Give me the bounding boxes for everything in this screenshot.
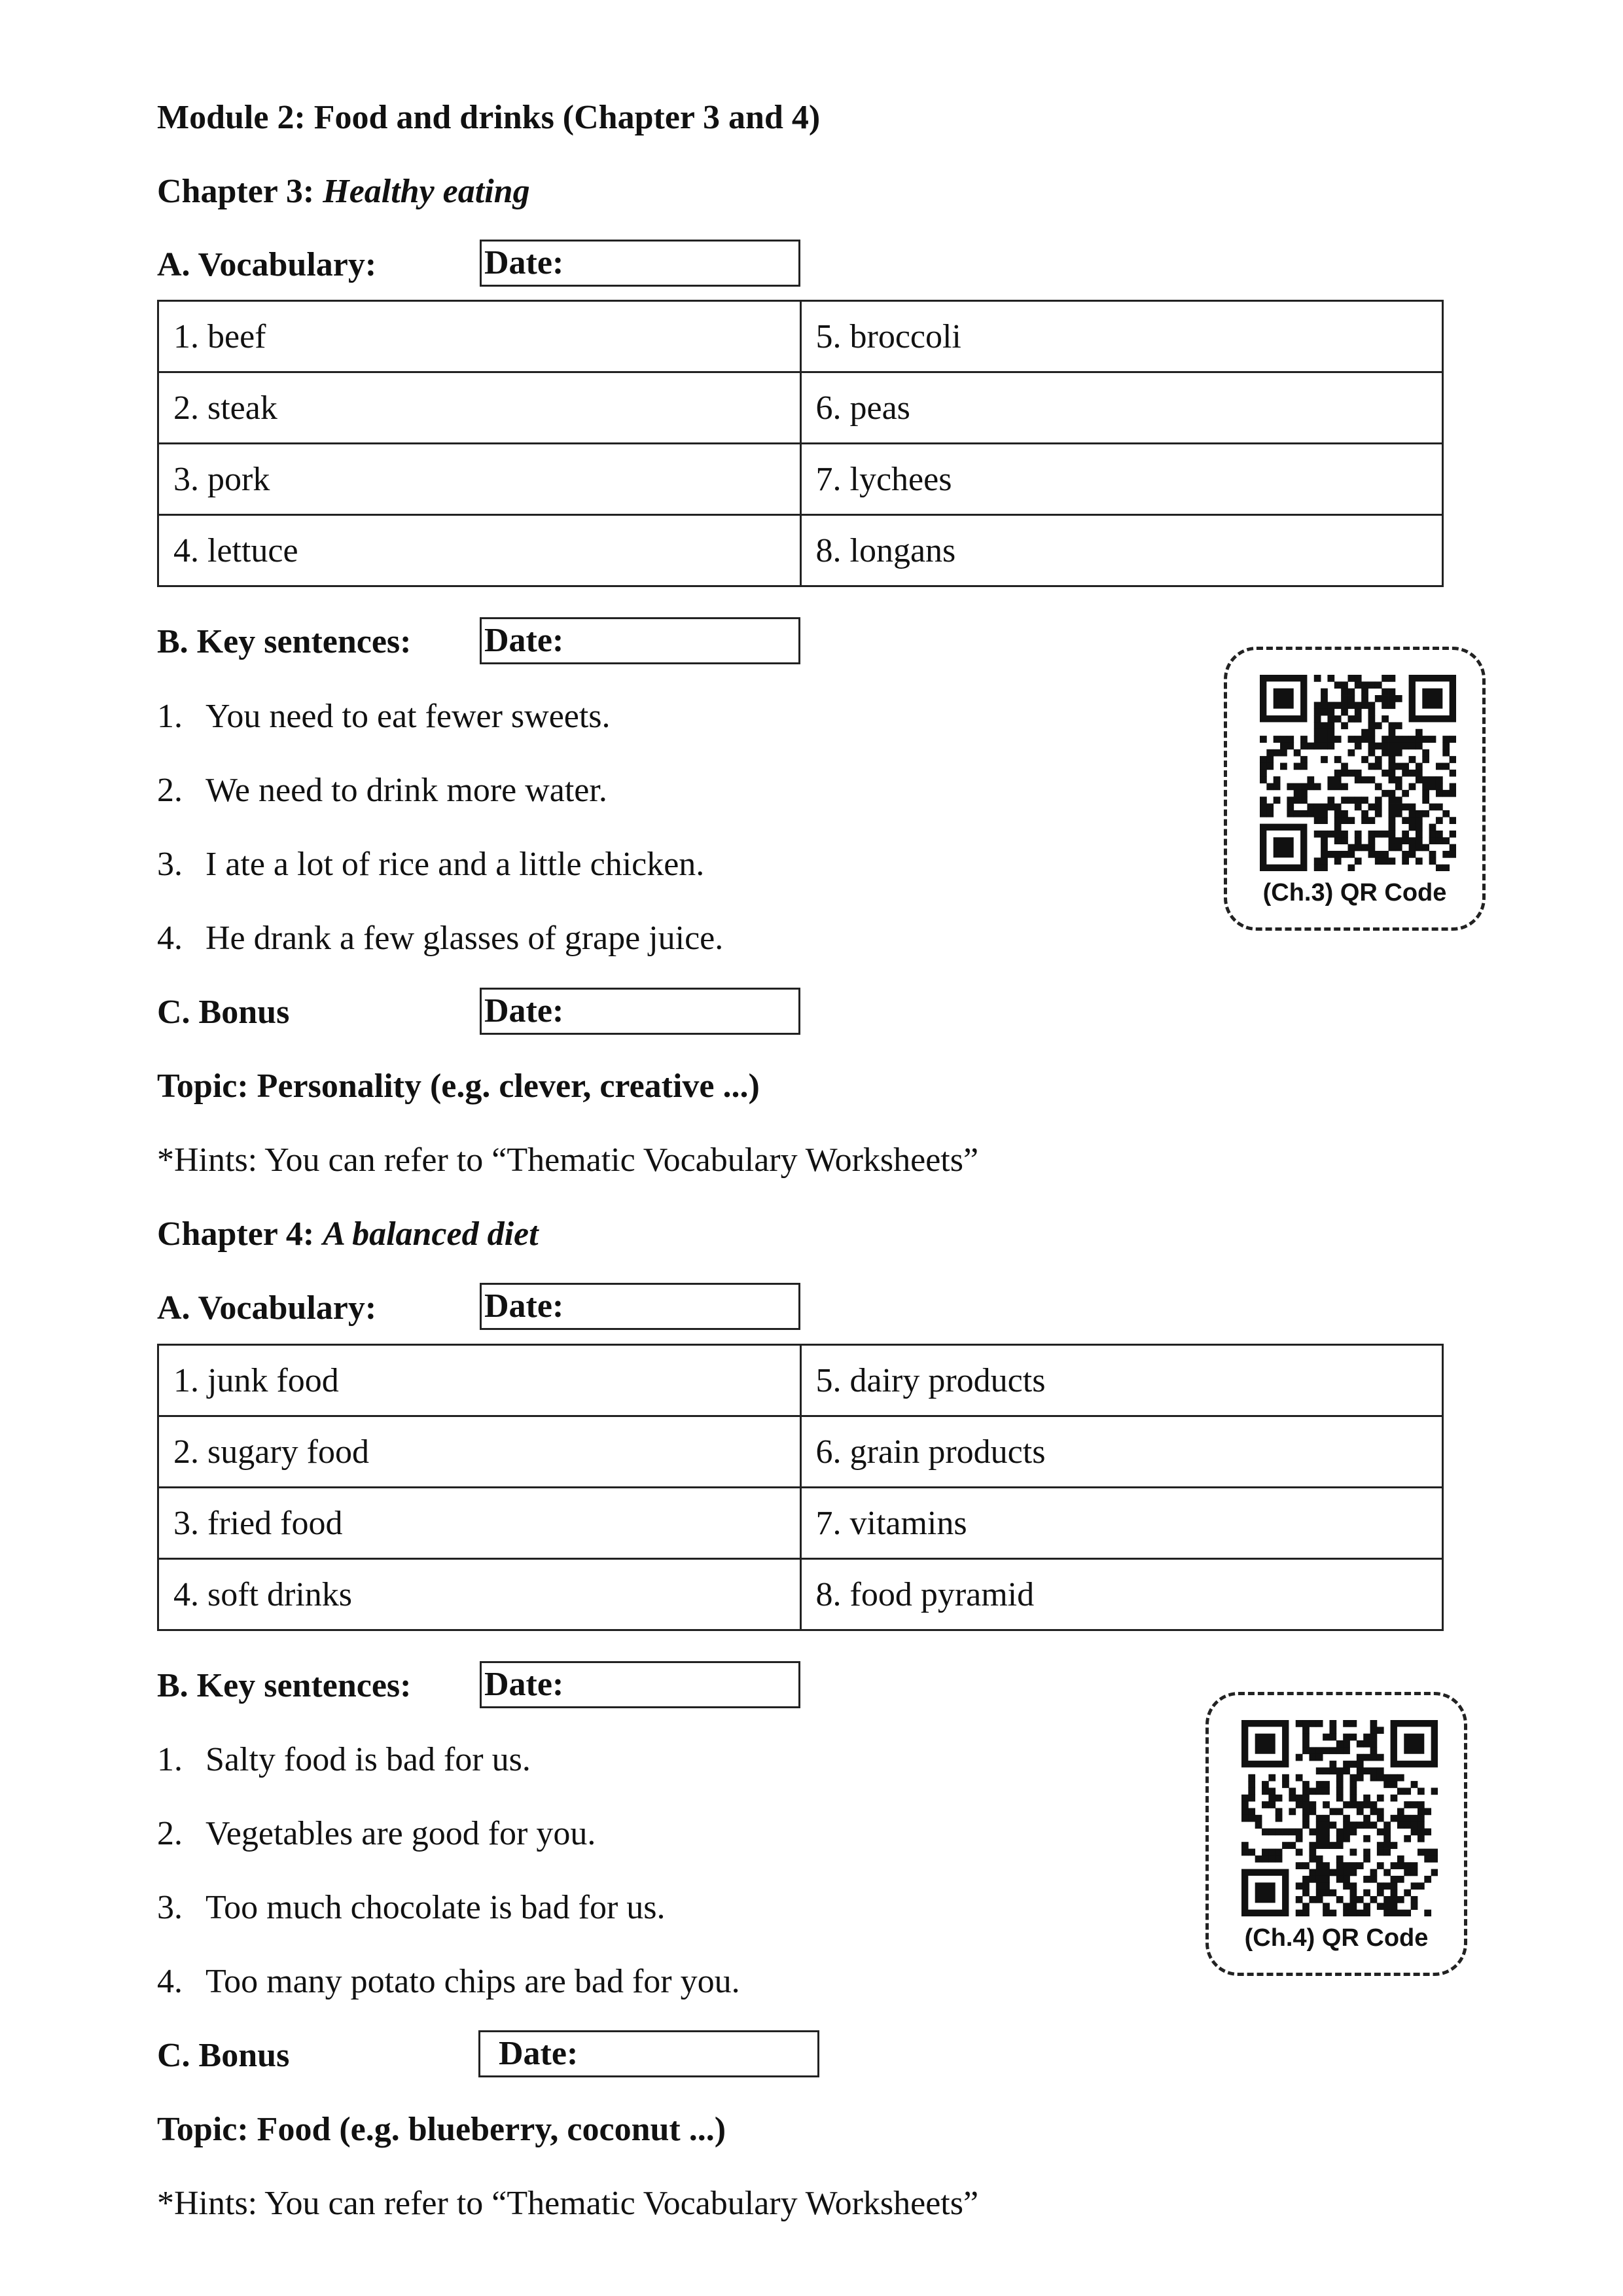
- sentence-number: 4.: [157, 920, 183, 957]
- qr-caption: (Ch.4) QR Code: [1244, 1924, 1429, 1952]
- chapter-3-heading: [157, 169, 530, 215]
- table-row: [158, 515, 1443, 586]
- sentence-number: 2.: [157, 1815, 183, 1852]
- vocab-table: [157, 1344, 1444, 1631]
- vocab-cell: 8. food pyramid: [800, 1559, 1443, 1630]
- sentence-item: [157, 916, 723, 961]
- bonus-topic: Topic: Food (e.g. blueberry, coconut ...): [157, 2111, 726, 2148]
- sentence-number: 1.: [157, 1741, 183, 1778]
- sentence-number: 2.: [157, 772, 183, 809]
- vocab-cell: 6. peas: [800, 372, 1443, 444]
- vocab-cell: 4. soft drinks: [158, 1559, 801, 1630]
- table-row: [158, 301, 1443, 372]
- vocab-heading: A. Vocabulary:: [157, 246, 377, 283]
- vocab-cell: 7. vitamins: [800, 1488, 1443, 1559]
- sentence-text: He drank a few glasses of grape juice.: [205, 920, 724, 957]
- key-sentences-heading: B. Key sentences:: [157, 623, 412, 660]
- date-box[interactable]: Date:: [480, 988, 800, 1035]
- date-box[interactable]: Date:: [480, 240, 800, 287]
- bonus-hint: *Hints: You can refer to “Thematic Vocabulary Worksheets”: [157, 1141, 979, 1179]
- vocab-cell: 5. dairy products: [800, 1345, 1443, 1416]
- sentence-number: 3.: [157, 846, 183, 883]
- date-box[interactable]: Date:: [478, 2030, 819, 2077]
- vocab-cell: 2. sugary food: [158, 1416, 801, 1488]
- sentence-item: [157, 1811, 596, 1857]
- vocab-cell: 3. fried food: [158, 1488, 801, 1559]
- sentence-text: Vegetables are good for you.: [205, 1815, 596, 1852]
- date-box[interactable]: Date:: [480, 1661, 800, 1708]
- sentence-text: You need to eat fewer sweets.: [205, 698, 611, 735]
- vocab-cell: 4. lettuce: [158, 515, 801, 586]
- chapter-title: Healthy eating: [323, 173, 530, 210]
- chapter-label: Chapter 4:: [157, 1215, 315, 1253]
- sentence-text: Salty food is bad for us.: [205, 1741, 531, 1778]
- qr-code-icon: [1241, 1720, 1438, 1916]
- vocab-cell: 5. broccoli: [800, 301, 1443, 372]
- date-box[interactable]: Date:: [480, 617, 800, 664]
- sentence-text: I ate a lot of rice and a little chicken.: [205, 846, 705, 883]
- sentence-item: [157, 1737, 531, 1783]
- qr-caption: (Ch.3) QR Code: [1262, 879, 1447, 906]
- table-row: [158, 1488, 1443, 1559]
- chapter-label: Chapter 3:: [157, 173, 315, 210]
- sentence-text: Too many potato chips are bad for you.: [205, 1963, 740, 2000]
- bonus-heading: C. Bonus: [157, 994, 290, 1031]
- vocab-cell: 8. longans: [800, 515, 1443, 586]
- sentence-number: 4.: [157, 1963, 183, 2000]
- sentence-item: [157, 694, 611, 740]
- vocab-cell: 3. pork: [158, 444, 801, 515]
- qr-code-box[interactable]: [1224, 647, 1486, 931]
- bonus-heading: C. Bonus: [157, 2037, 290, 2074]
- table-row: [158, 1416, 1443, 1488]
- module-title: Module 2: Food and drinks (Chapter 3 and 4): [157, 99, 821, 136]
- vocab-cell: 1. junk food: [158, 1345, 801, 1416]
- sentence-item: [157, 768, 607, 814]
- sentence-item: [157, 1959, 740, 2005]
- qr-code-icon: [1260, 675, 1456, 871]
- sentence-item: [157, 1885, 666, 1931]
- sentence-text: Too much chocolate is bad for us.: [205, 1889, 666, 1926]
- sentence-number: 1.: [157, 698, 183, 735]
- table-row: [158, 1559, 1443, 1630]
- vocab-heading: A. Vocabulary:: [157, 1289, 377, 1327]
- qr-code-box[interactable]: [1205, 1692, 1467, 1976]
- vocab-cell: 6. grain products: [800, 1416, 1443, 1488]
- sentence-item: [157, 842, 704, 888]
- sentence-number: 3.: [157, 1889, 183, 1926]
- chapter-4-heading: [157, 1211, 539, 1257]
- table-row: [158, 372, 1443, 444]
- vocab-cell: 7. lychees: [800, 444, 1443, 515]
- date-box[interactable]: Date:: [480, 1283, 800, 1330]
- chapter-title: A balanced diet: [323, 1215, 539, 1253]
- bonus-topic: Topic: Personality (e.g. clever, creative ...): [157, 1067, 760, 1105]
- table-row: [158, 1345, 1443, 1416]
- vocab-cell: 2. steak: [158, 372, 801, 444]
- vocab-cell: 1. beef: [158, 301, 801, 372]
- sentence-text: We need to drink more water.: [205, 772, 607, 809]
- key-sentences-heading: B. Key sentences:: [157, 1667, 412, 1704]
- table-row: [158, 444, 1443, 515]
- bonus-hint: *Hints: You can refer to “Thematic Vocabulary Worksheets”: [157, 2185, 979, 2222]
- vocab-table: [157, 300, 1444, 587]
